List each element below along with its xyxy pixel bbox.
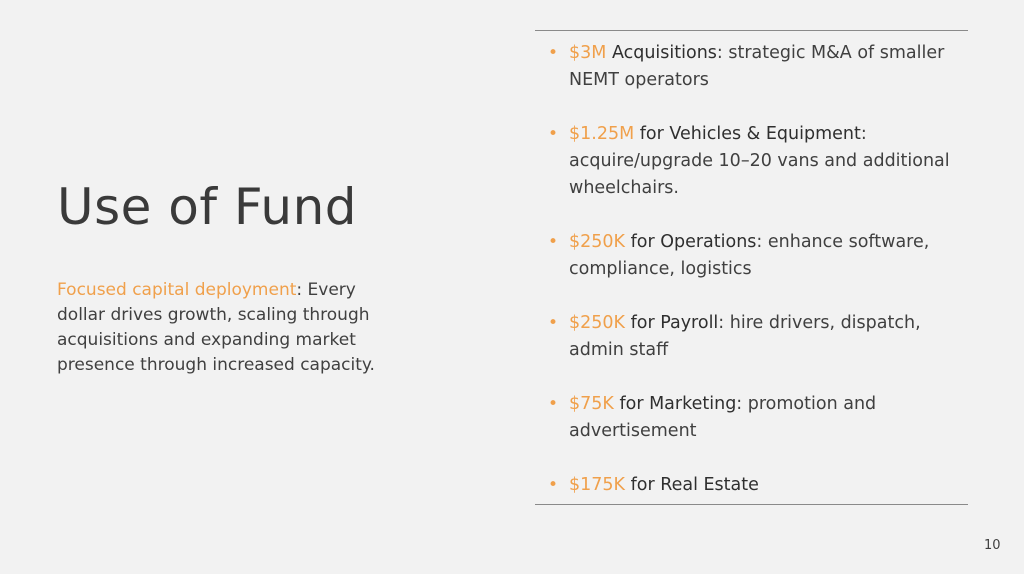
allocation-amount: $3M	[569, 43, 607, 63]
allocation-item-payroll	[548, 310, 968, 364]
allocation-detail: : acquire/upgrade 10–20 vans and additional wheelchairs.	[569, 124, 950, 198]
allocation-amount: $250K	[569, 232, 626, 252]
bullet-icon: •	[548, 43, 559, 63]
allocation-detail: : enhance software, compliance, logistics	[569, 232, 930, 279]
allocation-category: Acquisitions	[606, 43, 717, 63]
page-number: 10	[984, 538, 1001, 553]
allocation-amount: $75K	[569, 394, 614, 414]
bottom-divider	[535, 504, 968, 505]
allocation-amount: $250K	[569, 313, 626, 333]
intro-text: : Every dollar drives growth, scaling through acquisitions and expanding market presence through increased capacity.	[57, 280, 375, 375]
allocation-detail: : hire drivers, dispatch, admin staff	[569, 313, 921, 360]
allocation-category: for Operations	[625, 232, 757, 252]
allocation-detail: : strategic M&A of smaller NEMT operators	[569, 43, 945, 90]
bullet-icon: •	[548, 313, 559, 333]
allocation-item-marketing	[548, 391, 968, 445]
allocation-item-vehicles	[548, 121, 968, 202]
intro-highlight: Focused capital deployment	[57, 280, 297, 300]
allocation-list	[548, 40, 968, 499]
allocation-category: for Vehicles & Equipment	[634, 124, 861, 144]
allocation-item-acquisitions	[548, 40, 968, 94]
top-divider	[535, 30, 968, 31]
allocation-item-real-estate	[548, 472, 968, 499]
bullet-icon: •	[548, 394, 559, 414]
bullet-icon: •	[548, 475, 559, 495]
allocation-detail: : promotion and advertisement	[569, 394, 877, 441]
bullet-icon: •	[548, 124, 559, 144]
bullet-icon: •	[548, 232, 559, 252]
allocation-category: for Real Estate	[625, 475, 759, 495]
allocation-amount: $175K	[569, 475, 626, 495]
intro-paragraph	[57, 278, 397, 378]
allocation-amount: $1.25M	[569, 124, 635, 144]
allocation-category: for Payroll	[625, 313, 719, 333]
allocation-category: for Marketing	[613, 394, 737, 414]
slide-title: Use of Fund	[57, 178, 358, 236]
allocation-item-operations	[548, 229, 968, 283]
